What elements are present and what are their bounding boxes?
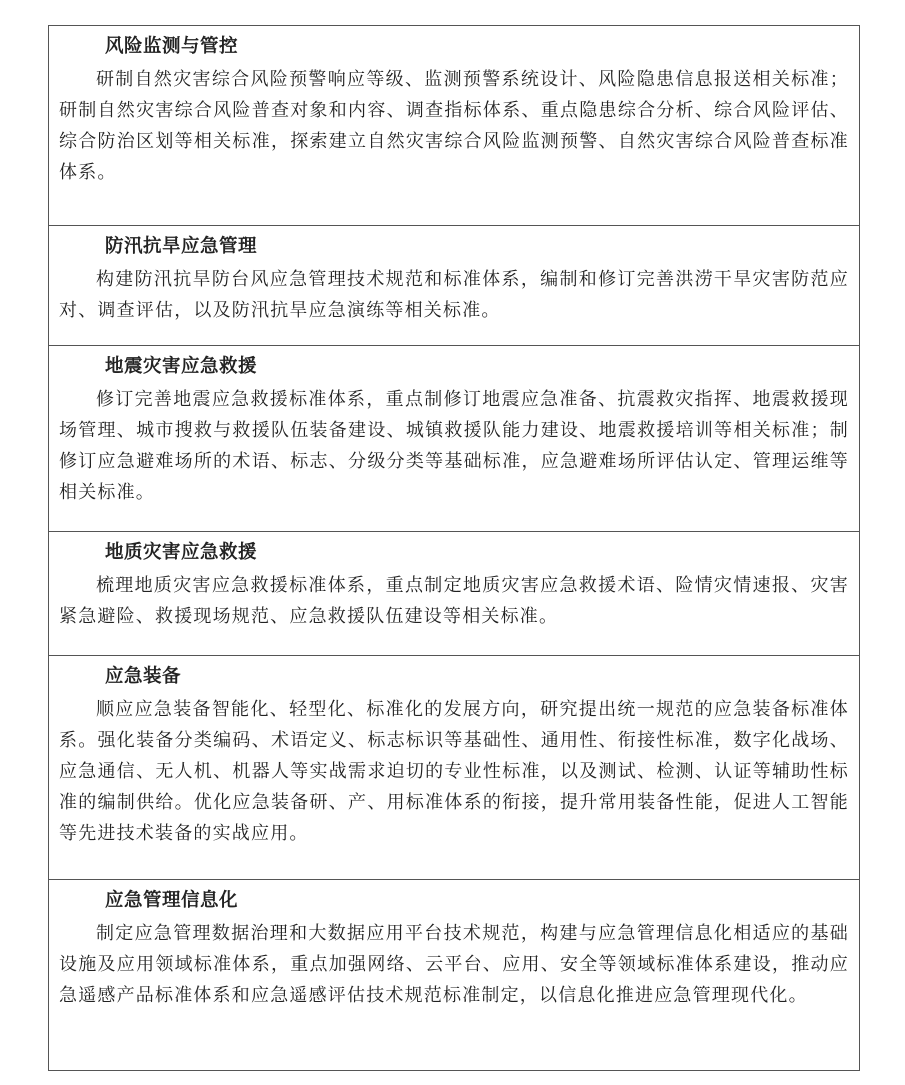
section-title: 应急管理信息化 (105, 890, 239, 911)
section-body: 研制自然灾害综合风险预警响应等级、监测预警系统设计、风险隐患信息报送相关标准；研制自然灾害综合风险普查对象和内容、调查指标体系、重点隐患综合分析、综合风险评估、综合防治区划等相关标准，探索建立自然灾害综合风险监测预警、自然灾害综合风险普查标准体系。 (59, 69, 849, 183)
section-geological-rescue (49, 532, 859, 656)
section-body: 修订完善地震应急救援标准体系，重点制修订地震应急准备、抗震救灾指挥、地震救援现场管理、城市搜救与救援队伍装备建设、城镇救援队能力建设、地震救援培训等相关标准；制修订应急避难场所的术语、标志、分级分类等基础标准，应急避难场所评估认定、管理运维等相关标准。 (59, 389, 849, 503)
section-title: 地质灾害应急救援 (105, 542, 258, 563)
section-body: 顺应应急装备智能化、轻型化、标准化的发展方向，研究提出统一规范的应急装备标准体系。强化装备分类编码、术语定义、标志标识等基础性、通用性、衔接性标准，数字化战场、应急通信、无人机、机器人等实战需求迫切的专业性标准，以及测试、检测、认证等辅助性标准的编制供给。优化应急装备研、产、用标准体系的衔接，提升常用装备性能，促进人工智能等先进技术装备的实战应用。 (59, 699, 849, 844)
section-informatization (49, 880, 859, 1070)
section-body: 制定应急管理数据治理和大数据应用平台技术规范，构建与应急管理信息化相适应的基础设施及应用领域标准体系，重点加强网络、云平台、应用、安全等领域标准体系建设，推动应急遥感产品标准体系和应急遥感评估技术规范标准制定，以信息化推进应急管理现代化。 (59, 923, 849, 1006)
section-title: 防汛抗旱应急管理 (105, 236, 258, 257)
standards-table (48, 25, 860, 1071)
section-title: 风险监测与管控 (105, 36, 239, 57)
section-body: 构建防汛抗旱防台风应急管理技术规范和标准体系，编制和修订完善洪涝干旱灾害防范应对、调查评估，以及防汛抗旱应急演练等相关标准。 (59, 269, 849, 321)
section-emergency-equipment (49, 656, 859, 880)
section-flood-drought (49, 226, 859, 346)
section-body: 梳理地质灾害应急救援标准体系，重点制定地质灾害应急救援术语、险情灾情速报、灾害紧急避险、救援现场规范、应急救援队伍建设等相关标准。 (59, 575, 849, 627)
section-earthquake-rescue (49, 346, 859, 532)
section-title: 应急装备 (105, 666, 182, 687)
section-risk-monitoring (49, 26, 859, 226)
section-title: 地震灾害应急救援 (105, 356, 258, 377)
